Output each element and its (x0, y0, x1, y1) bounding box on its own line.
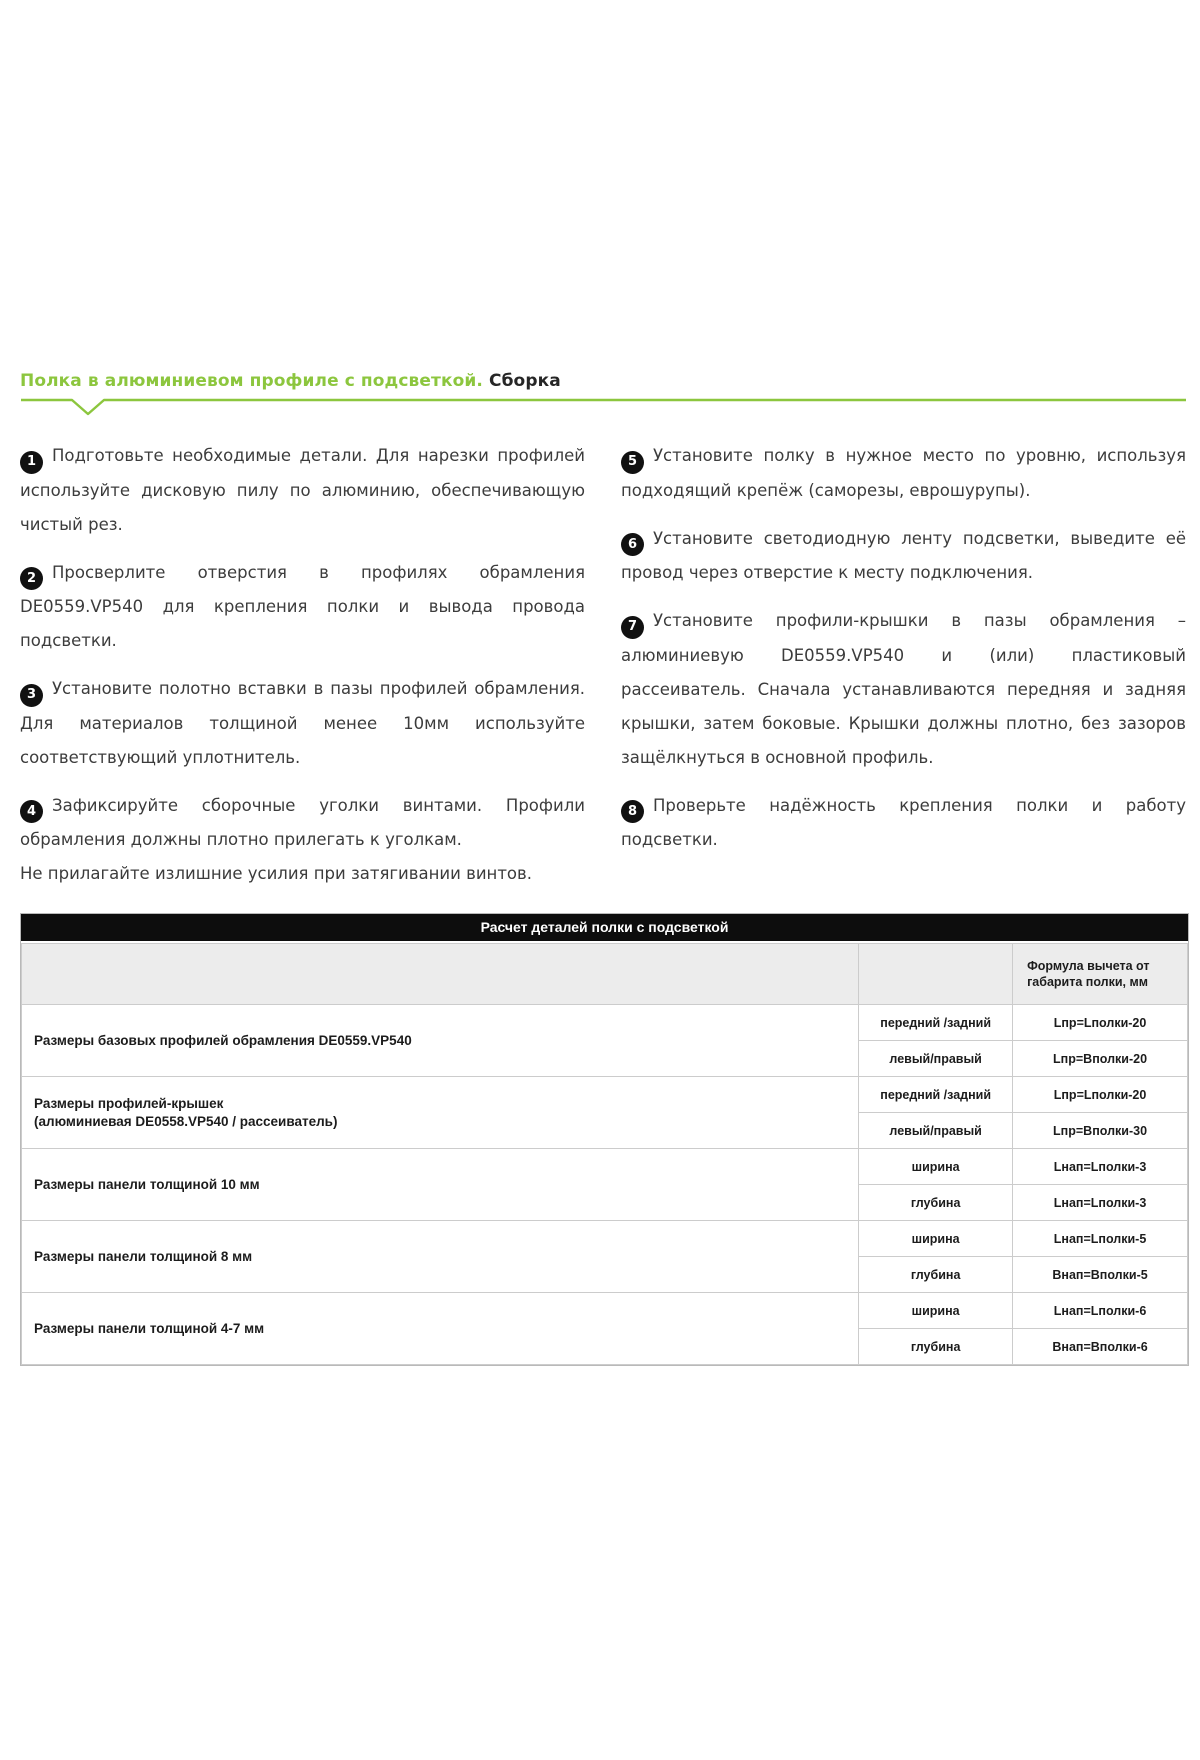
formula-cell: Lпр=Вполки-20 (1013, 1041, 1188, 1077)
group-label-cell: Размеры панели толщиной 10 мм (22, 1149, 859, 1221)
formula-cell: Lпр=Lполки-20 (1013, 1077, 1188, 1113)
formula-cell: Lнап=Lполки-5 (1013, 1221, 1188, 1257)
table-row (22, 1221, 1188, 1257)
step-text: Подготовьте необходимые детали. Для нарезки профилей используйте дисковую пилу по алюминию, обеспечивающую чистый рез. (20, 446, 585, 534)
formula-cell: Lпр=Вполки-30 (1013, 1113, 1188, 1149)
step-item-6 (621, 522, 1186, 591)
group-label-line2: (алюминиевая DE0558.VP540 / рассеиватель) (34, 1113, 338, 1129)
step-number-badge: 3 (20, 684, 43, 707)
group-label-cell: Размеры панели толщиной 8 мм (22, 1221, 859, 1293)
dim-cell: левый/правый (859, 1113, 1013, 1149)
step-number-badge: 4 (20, 800, 43, 823)
step-text: Зафиксируйте сборочные уголки винтами. Профили обрамления должны плотно прилегать к уголкам. (20, 795, 585, 849)
dim-cell: левый/правый (859, 1041, 1013, 1077)
dim-cell: передний /задний (859, 1005, 1013, 1041)
step-text: Проверьте надёжность крепления полки и работу подсветки. (621, 795, 1186, 849)
dim-cell: ширина (859, 1149, 1013, 1185)
dim-cell: глубина (859, 1257, 1013, 1293)
page-title-black: Сборка (489, 371, 561, 391)
step-item-1 (20, 439, 585, 542)
step-item-4 (20, 789, 585, 892)
formula-cell: Lнап=Lполки-3 (1013, 1149, 1188, 1185)
step-text: Установите полку в нужное место по уровню, используя подходящий крепёж (саморезы, еврошурупы). (621, 446, 1186, 500)
subheader-empty-cell (22, 944, 859, 1005)
table-subheader-row (22, 944, 1188, 1005)
formula-cell: Lнап=Lполки-6 (1013, 1293, 1188, 1329)
group-label-cell: Размеры базовых профилей обрамления DE0559.VP540 (22, 1005, 859, 1077)
step-text: Установите профили-крышки в пазы обрамления – алюминиевую DE0559.VP540 и (или) пластиковый рассеиватель. Сначала устанавливаются передняя и задняя крышки, затем боковые. Крышки должны плотно, без зазоров защёлкнуться в основной профиль. (621, 611, 1186, 767)
steps-column-right (621, 439, 1186, 905)
step-item-2 (20, 556, 585, 659)
page-title (20, 370, 1187, 392)
step-number-badge: 1 (20, 451, 43, 474)
formula-cell: Lпр=Lполки-20 (1013, 1005, 1188, 1041)
step-item-5 (621, 439, 1186, 508)
step-item-7 (621, 604, 1186, 775)
page-title-green: Полка в алюминиевом профиле с подсветкой. (20, 371, 483, 391)
step-number-badge: 2 (20, 567, 43, 590)
step-text: Установите светодиодную ленту подсветки, выведите её провод через отверстие к месту подключения. (621, 528, 1186, 582)
assembly-steps (20, 439, 1187, 905)
step-number-badge: 8 (621, 800, 644, 823)
calc-table-grid (21, 943, 1188, 1365)
calc-table (20, 913, 1189, 1366)
formula-cell: Lнап=Lполки-3 (1013, 1185, 1188, 1221)
step-number-badge: 5 (621, 451, 644, 474)
group-label-cell (22, 1077, 859, 1149)
formula-cell: Внап=Вполки-5 (1013, 1257, 1188, 1293)
group-label-cell: Размеры панели толщиной 4-7 мм (22, 1293, 859, 1365)
step-note: Не прилагайте излишние усилия при затягивании винтов. (20, 864, 532, 883)
formula-cell: Внап=Вполки-6 (1013, 1329, 1188, 1365)
dim-cell: ширина (859, 1221, 1013, 1257)
table-row (22, 1293, 1188, 1329)
table-row (22, 1149, 1188, 1185)
calc-table-title: Расчет деталей полки с подсветкой (21, 914, 1188, 943)
steps-column-left (20, 439, 585, 905)
table-row (22, 1005, 1188, 1041)
step-number-badge: 6 (621, 533, 644, 556)
title-underline-decoration (20, 397, 1187, 417)
dim-cell: передний /задний (859, 1077, 1013, 1113)
group-label-line1: Размеры профилей-крышек (34, 1095, 224, 1111)
formula-header-cell: Формула вычета от габарита полки, мм (1013, 944, 1188, 1005)
step-item-3 (20, 672, 585, 775)
dim-cell: глубина (859, 1329, 1013, 1365)
table-row (22, 1077, 1188, 1113)
step-item-8 (621, 789, 1186, 858)
dim-cell: глубина (859, 1185, 1013, 1221)
step-text: Просверлите отверстия в профилях обрамления DE0559.VP540 для крепления полки и вывода провода подсветки. (20, 562, 585, 650)
subheader-empty-cell (859, 944, 1013, 1005)
page-content (20, 370, 1187, 1354)
step-number-badge: 7 (621, 616, 644, 639)
step-text: Установите полотно вставки в пазы профилей обрамления. Для материалов толщиной менее 10мм используйте соответствующий уплотнитель. (20, 679, 585, 767)
dim-cell: ширина (859, 1293, 1013, 1329)
